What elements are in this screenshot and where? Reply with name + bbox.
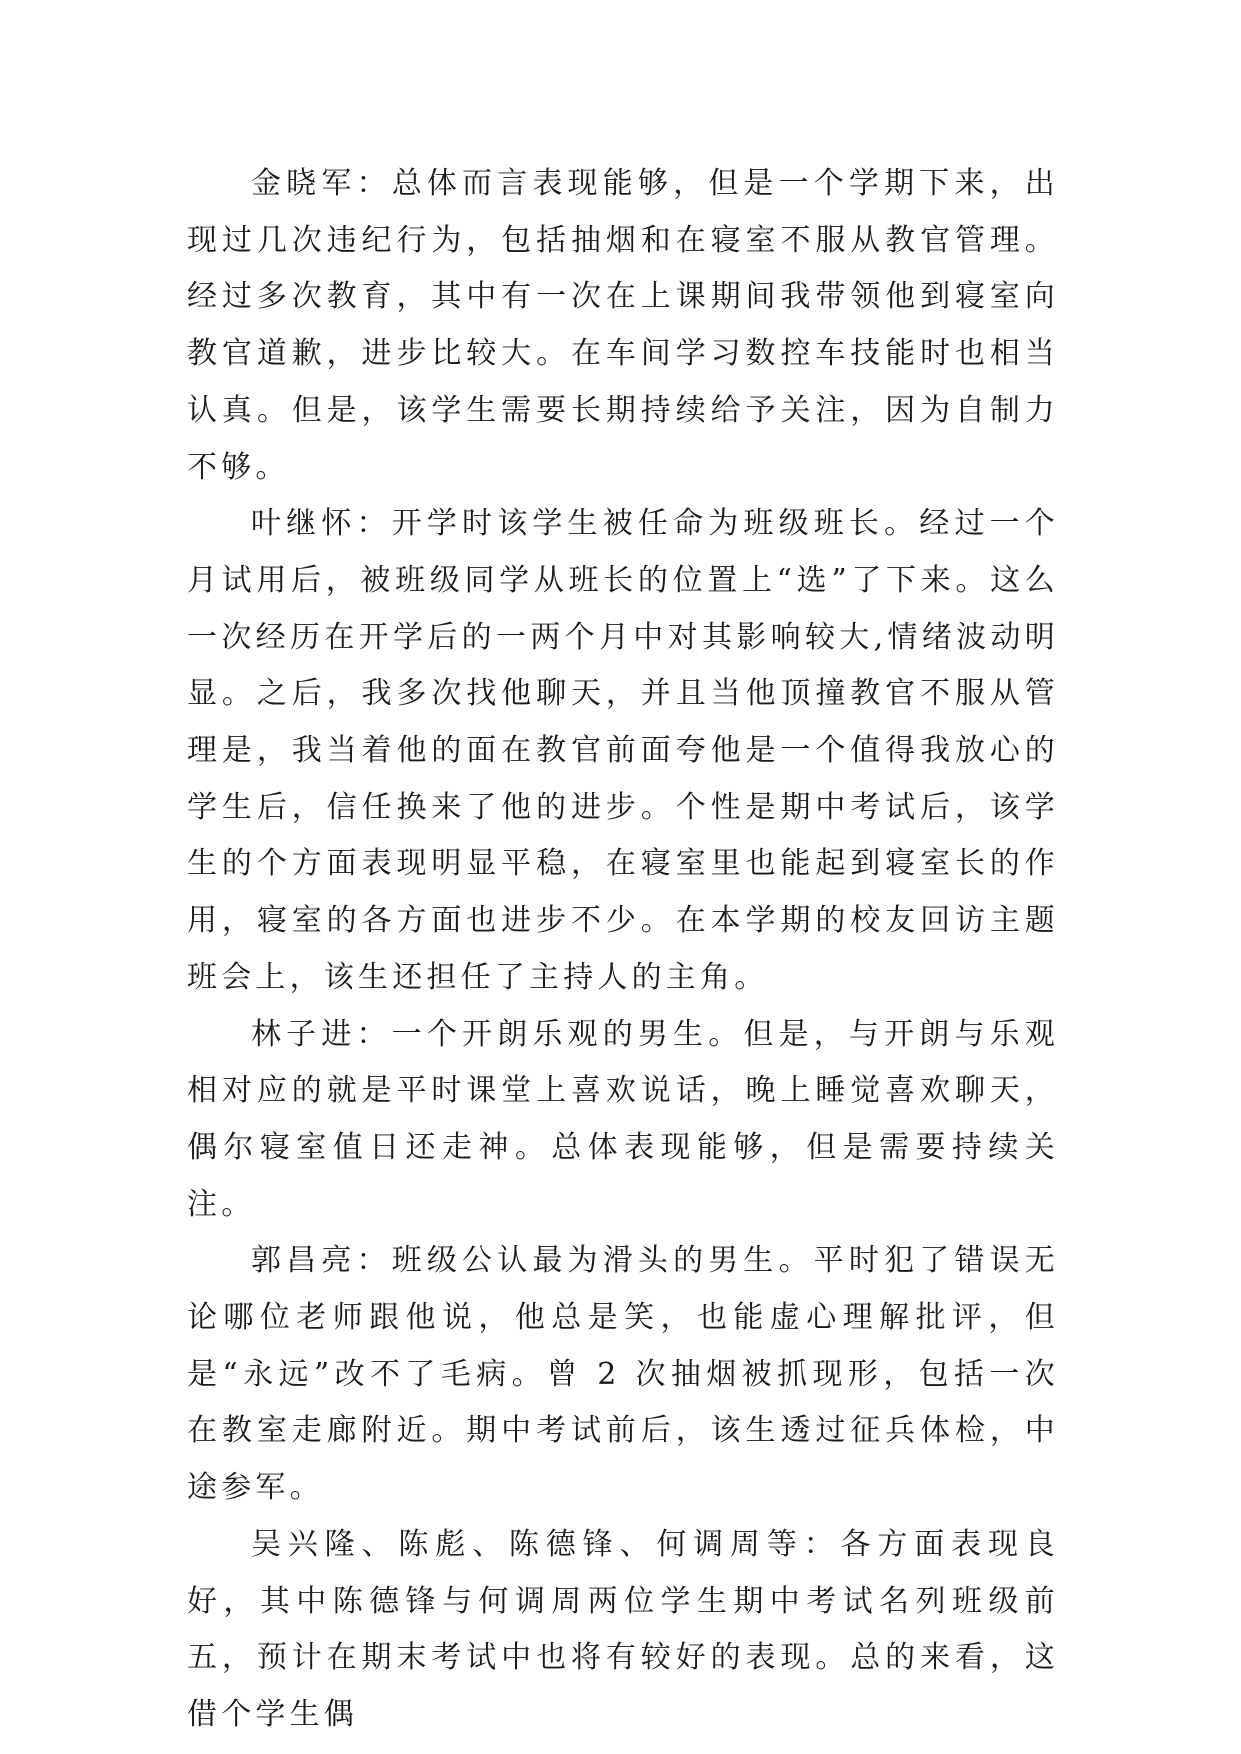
paragraph-ye-jihuai: 叶继怀：开学时该学生被任命为班级班长。经过一个月试用后，被班级同学从班长的位置上“选”了下来。这么一次经历在开学后的一两个月中对其影响较大,情绪波动明显。之后，我多次找他聊天，并且当他顶撞教官不服从管理是，我当着他的面在教官前面夸他是一个值得我放心的学生后，信任换来了他的进步。个性是期中考试后，该学生的个方面表现明显平稳，在寝室里也能起到寝室长的作用，寝室的各方面也进步不少。在本学期的校友回访主题班会上，该生还担任了主持人的主角。 xyxy=(187,506,1059,995)
paragraph-group-students: 吴兴隆、陈彪、陈德锋、何调周等：各方面表现良好，其中陈德锋与何调周两位学生期中考试名列班级前五，预计在期末考试中也将有较好的表现。总的来看，这借个学生偶 xyxy=(187,1526,1059,1732)
document-body xyxy=(187,156,1059,1744)
paragraph-guo-changliang: 郭昌亮：班级公认最为滑头的男生。平时犯了错误无论哪位老师跟他说，他总是笑，也能虚心理解批评，但是“永远”改不了毛病。曾 2 次抽烟被抓现形，包括一次在教室走廊附近。期中考试前后，该生透过征兵体检，中途参军。 xyxy=(187,1243,1059,1506)
paragraph-lin-zijin: 林子进：一个开朗乐观的男生。但是，与开朗与乐观相对应的就是平时课堂上喜欢说话，晚上睡觉喜欢聊天，偶尔寝室值日还走神。总体表现能够，但是需要持续关注。 xyxy=(187,1016,1059,1222)
paragraph-jin-xiaojun: 金晓军：总体而言表现能够，但是一个学期下来，出现过几次违纪行为，包括抽烟和在寝室不服从教官管理。经过多次教育，其中有一次在上课期间我带领他到寝室向教官道歉，进步比较大。在车间学习数控车技能时也相当认真。但是，该学生需要长期持续给予关注，因为自制力不够。 xyxy=(187,166,1059,485)
